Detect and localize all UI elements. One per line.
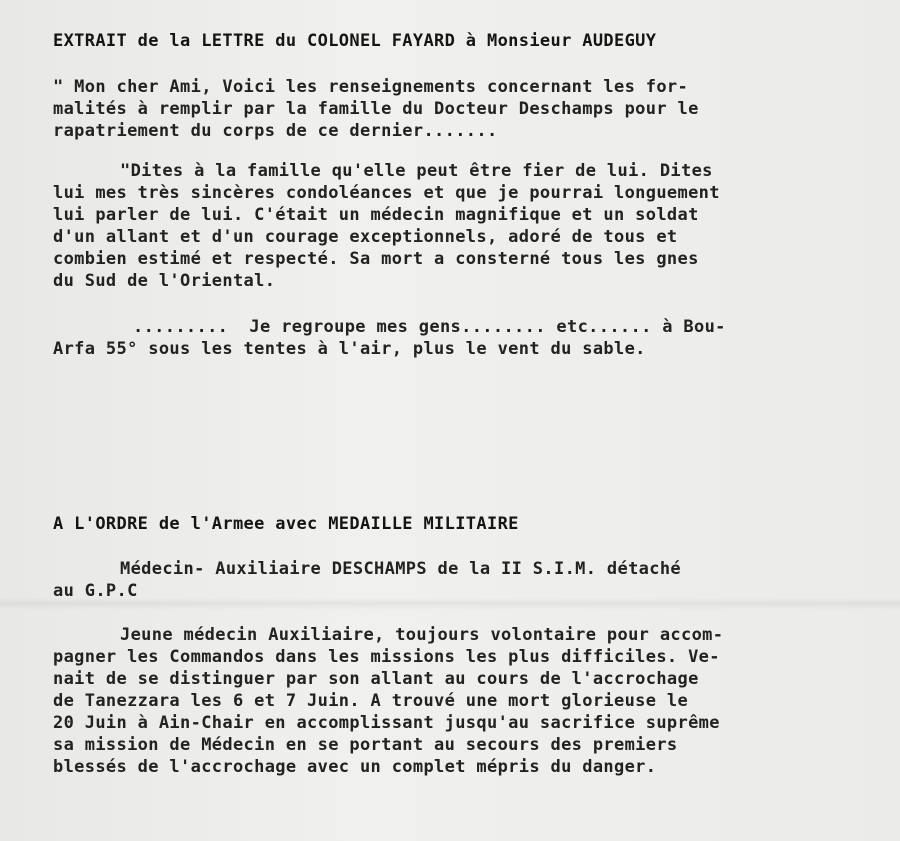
letter-paragraph-2-line-4: d'un allant et d'un courage exceptionnels, adoré de tous et [53, 227, 678, 247]
letter-paragraph-1-line-3: rapatriement du corps de ce dernier....... [53, 121, 498, 141]
letter-title: EXTRAIT de la LETTRE du COLONEL FAYARD à Monsieur AUDEGUY [53, 31, 657, 51]
letter-paragraph-2-line-3: lui parler de lui. C'était un médecin magnifique et un soldat [53, 205, 699, 225]
citation-subject-line-2: au G.P.C [53, 581, 138, 601]
letter-paragraph-3-line-1: ......... Je regroupe mes gens........ etc...... à Bou- [133, 317, 726, 337]
citation-body-line-5: 20 Juin à Ain-Chair en accomplissant jusqu'au sacrifice suprême [53, 713, 720, 733]
letter-paragraph-2-line-6: du Sud de l'Oriental. [53, 271, 276, 291]
citation-body-line-6: sa mission de Médecin en se portant au secours des premiers [53, 735, 678, 755]
citation-subject-line-1: Médecin- Auxiliaire DESCHAMPS de la II S.I.M. détaché [120, 559, 681, 579]
letter-paragraph-1-line-2: malités à remplir par la famille du Docteur Deschamps pour le [53, 99, 699, 119]
citation-body-line-1: Jeune médecin Auxiliaire, toujours volontaire pour accom- [120, 625, 724, 645]
letter-paragraph-2-line-1: "Dites à la famille qu'elle peut être fier de lui. Dites [120, 161, 713, 181]
letter-paragraph-2-line-2: lui mes très sincères condoléances et que je pourrai longuement [53, 183, 720, 203]
letter-paragraph-3-line-2: Arfa 55° sous les tentes à l'air, plus le vent du sable. [53, 339, 646, 359]
citation-body-line-7: blessés de l'accrochage avec un complet mépris du danger. [53, 757, 657, 777]
citation-body-line-2: pagner les Commandos dans les missions les plus difficiles. Ve- [53, 647, 720, 667]
citation-title: A L'ORDRE de l'Armee avec MEDAILLE MILITAIRE [53, 514, 519, 534]
letter-paragraph-1-line-1: " Mon cher Ami, Voici les renseignements concernant les for- [53, 77, 689, 97]
citation-body-line-3: nait de se distinguer par son allant au cours de l'accrochage [53, 669, 699, 689]
letter-paragraph-2-line-5: combien estimé et respecté. Sa mort a consterné tous les gnes [53, 249, 699, 269]
citation-body-line-4: de Tanezzara les 6 et 7 Juin. A trouvé une mort glorieuse le [53, 691, 689, 711]
